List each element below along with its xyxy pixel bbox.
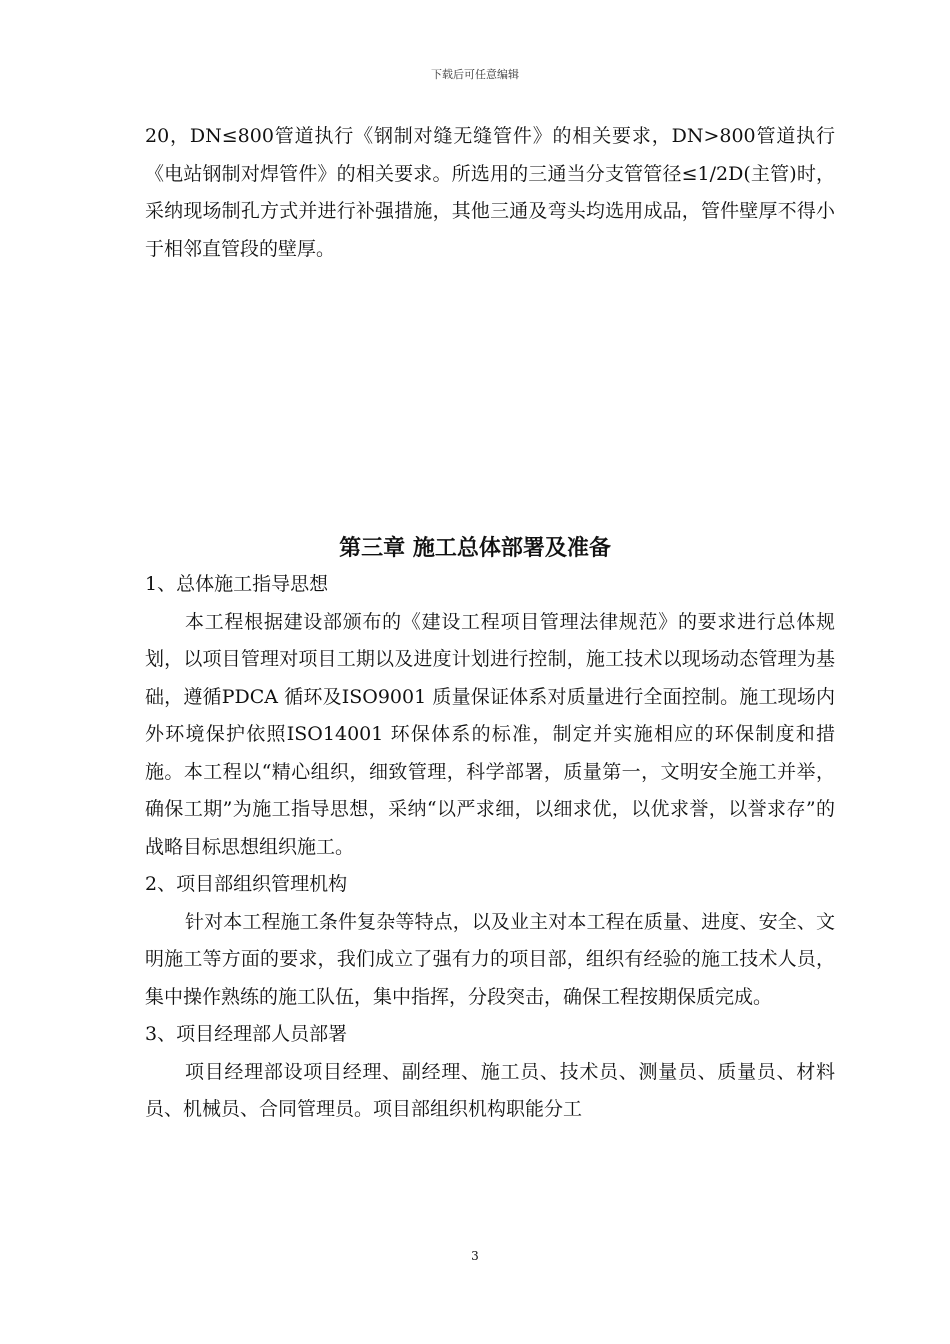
chapter-title: 第三章 施工总体部署及准备 <box>339 536 611 561</box>
page-header-note: 下载后可任意编辑 <box>431 68 519 81</box>
section-2-paragraph: 针对本工程施工条件复杂等特点，以及业主对本工程在质量、进度、安全、文明施工等方面的要求，我们成立了强有力的项目部，组织有经验的施工技术人员，集中操作熟练的施工队伍，集中指挥，分段突击，确保工程按期保质完成。 <box>145 910 835 1008</box>
section-3-heading: 3、项目经理部人员部署 <box>145 1023 348 1045</box>
chapter-body <box>145 566 835 1129</box>
section-1-paragraph: 本工程根据建设部颁布的《建设工程项目管理法律规范》的要求进行总体规划，以项目管理对项目工期以及进度计划进行控制，施工技术以现场动态管理为基础，遵循PDCA 循环及ISO9001 质量保证体系对质量进行全面控制。施工现场内外环境保护依照ISO14001 环保体系的标准，制定并实施相应的环保制度和措施。本工程以“精心组织，细致管理，科学部署，质量第一，文明安全施工并举，确保工期”为施工指导思想，采纳“以严求细，以细求优，以优求誉，以誉求存”的战略目标思想组织施工。 <box>145 610 835 858</box>
top-paragraph-block <box>145 118 835 268</box>
page-number: 3 <box>471 1249 479 1263</box>
section-1-heading: 1、总体施工指导思想 <box>145 573 329 595</box>
top-paragraph: 20，DN≤800管道执行《钢制对缝无缝管件》的相关要求，DN>800管道执行《电站钢制对焊管件》的相关要求。所选用的三通当分支管管径≤1/2D(主管)时，采纳现场制孔方式并进行补强措施，其他三通及弯头均选用成品，管件壁厚不得小于相邻直管段的壁厚。 <box>145 125 835 260</box>
section-3-paragraph: 项目经理部设项目经理、副经理、施工员、技术员、测量员、质量员、材料员、机械员、合同管理员。项目部组织机构职能分工 <box>145 1060 835 1120</box>
section-2-heading: 2、项目部组织管理机构 <box>145 873 348 895</box>
